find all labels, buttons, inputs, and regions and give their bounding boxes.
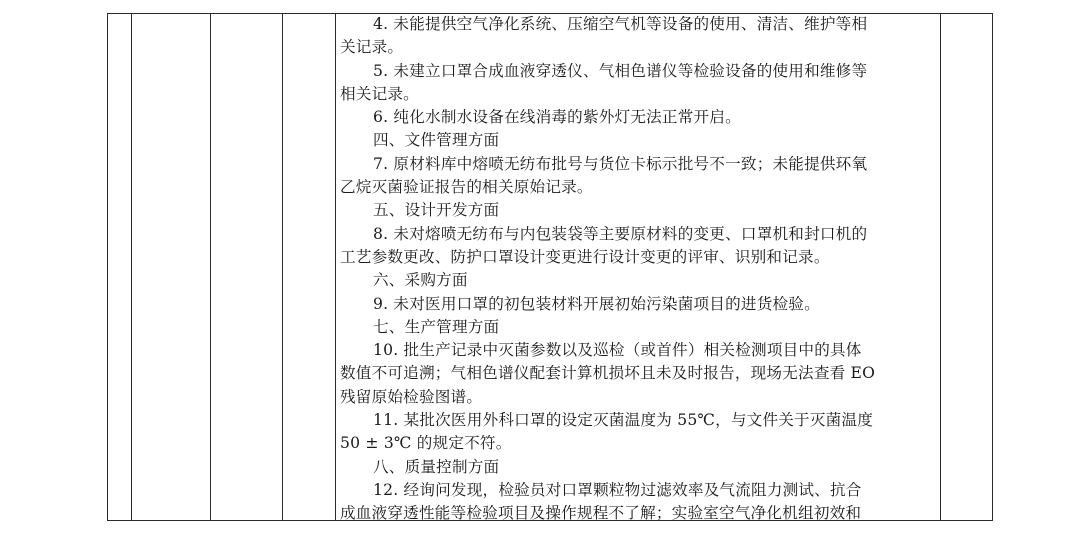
column-divider: [335, 13, 336, 521]
section-heading: 六、采购方面: [373, 271, 468, 290]
finding-text-line: 残留原始检验图谱。: [340, 387, 483, 406]
finding-text-line: 12. 经询问发现，检验员对口罩颗粒物过滤效率及气流阻力测试、抗合: [373, 480, 862, 499]
section-heading: 五、设计开发方面: [373, 201, 500, 220]
finding-text-line: 4. 未能提供空气净化系统、压缩空气机等设备的使用、清洁、维护等相: [373, 15, 868, 33]
finding-text-line: 5. 未建立口罩合成血液穿透仪、气相色谱仪等检验设备的使用和维修等: [373, 61, 868, 80]
column-divider: [131, 13, 132, 521]
findings-cell: [340, 13, 940, 521]
column-divider: [107, 13, 108, 521]
finding-text-line: 工艺参数更改、防护口罩设计变更进行设计变更的评审、识别和记录。: [340, 247, 830, 266]
finding-text-line: 相关记录。: [340, 84, 419, 103]
section-heading: 七、生产管理方面: [373, 317, 500, 336]
finding-text-line: 11. 某批次医用外科口罩的设定灭菌温度为 55℃，与文件关于灭菌温度: [373, 411, 874, 430]
finding-text-line: 50 ± 3℃ 的规定不符。: [340, 434, 512, 453]
column-divider: [282, 13, 283, 521]
column-divider: [210, 13, 211, 521]
finding-text-line: 6. 纯化水制水设备在线消毒的紫外灯无法正常开启。: [373, 108, 741, 127]
finding-text-line: 8. 未对熔喷无纺布与内包装袋等主要原材料的变更、口罩机和封口机的: [373, 224, 868, 243]
column-divider: [940, 13, 941, 521]
finding-text-line: 数值不可追溯；气相色谱仪配套计算机损坏且未及时报告，现场无法查看 EO: [340, 364, 876, 383]
finding-text-line: 7. 原材料库中熔喷无纺布批号与货位卡标示批号不一致；未能提供环氧: [373, 154, 868, 173]
section-heading: 四、文件管理方面: [373, 131, 500, 150]
finding-text-line: 关记录。: [340, 38, 404, 57]
section-heading: 八、质量控制方面: [373, 457, 500, 476]
finding-text-line: 10. 批生产记录中灭菌参数以及巡检（或首件）相关检测项目中的具体: [373, 341, 862, 360]
finding-text-line: 成血液穿透性能等检验项目及操作规程不了解；实验室空气净化机组初效和: [340, 504, 862, 521]
finding-text-line: 乙烷灭菌验证报告的相关原始记录。: [340, 178, 593, 197]
finding-text-line: 9. 未对医用口罩的初包装材料开展初始污染菌项目的进货检验。: [373, 294, 820, 313]
column-divider: [992, 13, 993, 521]
